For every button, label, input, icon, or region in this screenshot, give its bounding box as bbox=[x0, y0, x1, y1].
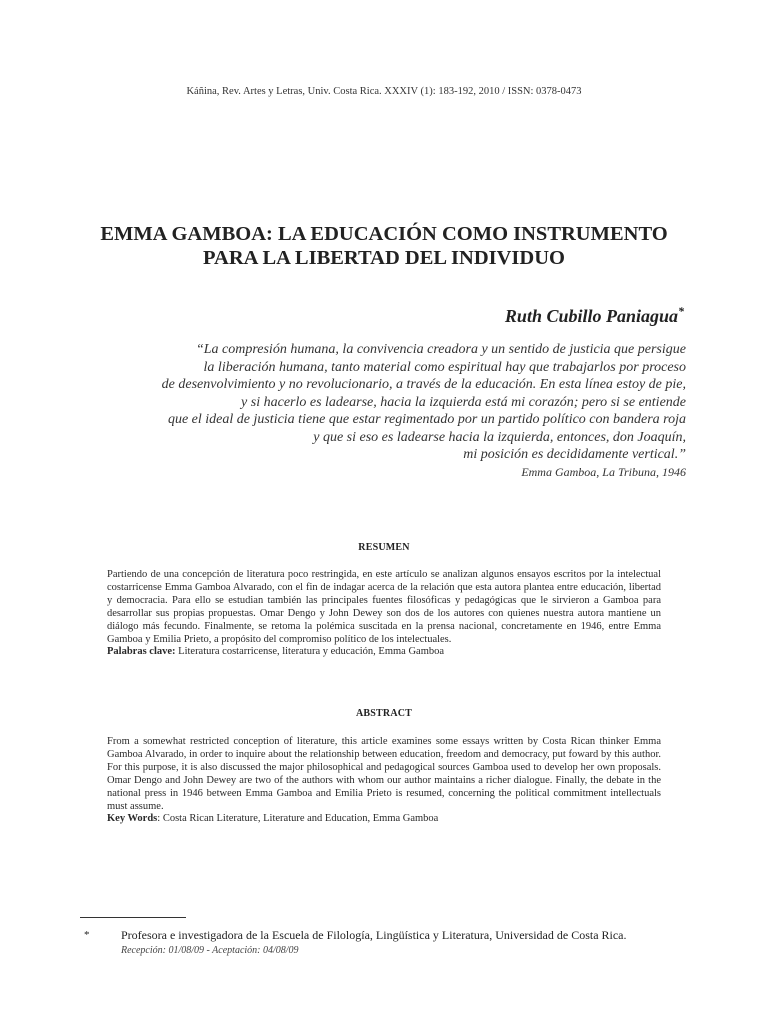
footnote-mark: * bbox=[84, 929, 90, 941]
footnote-dates: Recepción: 01/08/09 - Aceptación: 04/08/09 bbox=[121, 945, 299, 956]
abstract-keywords bbox=[107, 813, 661, 826]
footnote-text: Profesora e investigadora de la Escuela de Filología, Lingüística y Literatura, Universidad de Costa Rica. bbox=[121, 928, 627, 942]
epigraph-line: “La compresión humana, la convivencia creadora y un sentido de justicia que persigue bbox=[195, 342, 686, 357]
resumen-keywords-text: Literatura costarricense, literatura y educación, Emma Gamboa bbox=[175, 646, 445, 658]
abstract-body: From a somewhat restricted conception of literature, this article examines some essays written by Costa Rican thinker Emma Gamboa Alvarado, in order to inquire about the relationship between education, freedom and democracy, put foward by this author. For this purpose, it is also discussed the major philosophical and pedagogical sources Gamboa used to develop her own proposals. Omar Dengo and John Dewey are two of the authors with whom our author maintains a richer dialogue. Finally, the debate in the national press in 1946 between Emma Gamboa and Emilia Prieto is resumed, concerning the political commitment intellectuals must assume. bbox=[107, 736, 661, 812]
abstract-keywords-label: Key Words bbox=[107, 813, 158, 825]
resumen-body: Partiendo de una concepción de literatura poco restringida, en este artículo se analizan algunos ensayos escritos por la intelectual costarricense Emma Gamboa Alvarado, con el fin de indagar acerca de la relación que esta autora plantea entre educación, libertad y democracia. Para ello se estudian también las principales fuentes filosóficas y pedagógicas que le sirvieron a Gamboa para desarrollar sus propias propuestas. Omar Dengo y John Dewey son dos de los autores con quienes nuestra autora mantiene un diálogo más fecundo. Finalmente, se retoma la polémica suscitada en la prensa nacional, concretamente en 1946, entre Emma Gamboa y Emilia Prieto, a propósito del compromiso político de los intelectuales. bbox=[107, 569, 661, 645]
footnote-divider bbox=[80, 917, 186, 918]
epigraph-line: y si hacerlo es ladearse, hacia la izquierda está mi corazón; pero si se entiende bbox=[241, 394, 686, 410]
epigraph-line: mi posición es decididamente vertical.” bbox=[463, 447, 686, 462]
footnote bbox=[84, 928, 704, 958]
author-footnote-mark: * bbox=[678, 304, 684, 318]
epigraph-line: que el ideal de justicia tiene que estar regimentado por un partido político con bandera roja bbox=[167, 412, 686, 427]
article-title bbox=[60, 222, 708, 270]
journal-citation: Káñina, Rev. Artes y Letras, Univ. Costa Rica. XXXIV (1): 183-192, 2010 / ISSN: 0378-0473 bbox=[186, 86, 582, 97]
title-line-2: PARA LA LIBERTAD DEL INDIVIDUO bbox=[203, 247, 565, 269]
epigraph-attribution: Emma Gamboa, La Tribuna, 1946 bbox=[521, 464, 686, 479]
title-line-1: EMMA GAMBOA: LA EDUCACIÓN COMO INSTRUMENTO bbox=[100, 223, 668, 245]
epigraph-line: de desenvolvimiento y no revolucionario, a través de la educación. En esta línea estoy de pie, bbox=[161, 377, 686, 392]
author-name bbox=[505, 304, 684, 327]
resumen-keywords-label: Palabras clave: bbox=[107, 646, 176, 658]
resumen-heading: RESUMEN bbox=[358, 542, 410, 553]
resumen-keywords bbox=[107, 646, 661, 659]
epigraph-line: y que si eso es ladearse hacia la izquierda, entonces, don Joaquín, bbox=[313, 429, 686, 445]
abstract-heading: ABSTRACT bbox=[355, 708, 413, 719]
epigraph-line: la liberación humana, tanto material como espiritual hay que trabajarlos por proceso bbox=[203, 359, 686, 375]
abstract-section bbox=[107, 736, 661, 826]
resumen-section bbox=[107, 569, 661, 659]
abstract-keywords-text: : Costa Rican Literature, Literature and Education, Emma Gamboa bbox=[157, 813, 439, 825]
epigraph bbox=[86, 341, 686, 481]
author-name-text: Ruth Cubillo Paniagua bbox=[504, 306, 678, 326]
